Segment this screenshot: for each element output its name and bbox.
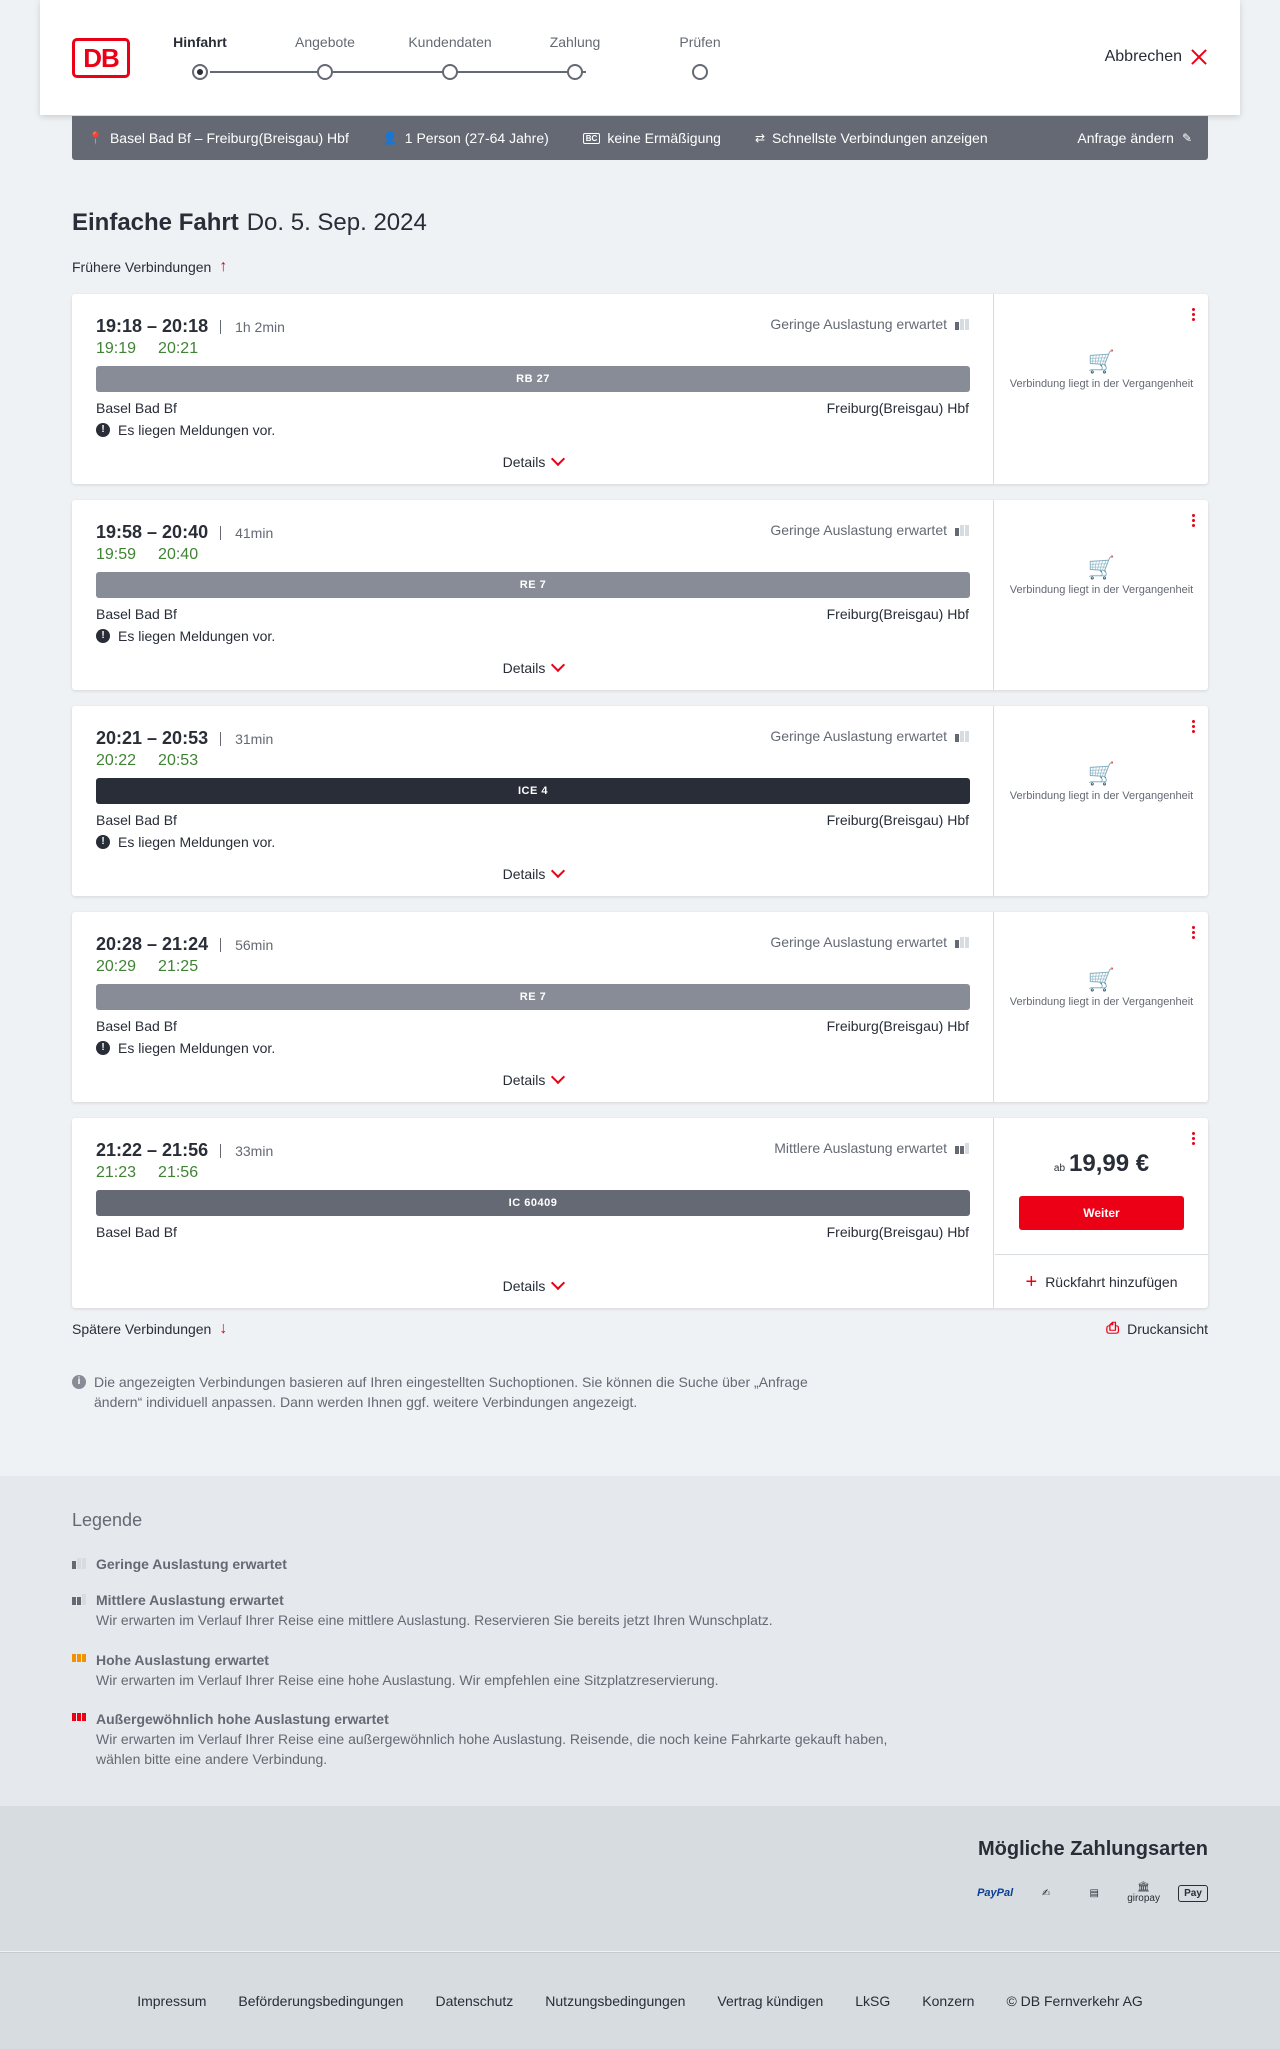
db-logo[interactable]: DB	[72, 38, 130, 78]
cart-unavailable-icon: 🛒	[1087, 967, 1116, 992]
from-station: Basel Bad Bf	[96, 812, 177, 828]
occupancy-low-icon	[72, 1558, 86, 1569]
more-options-icon[interactable]	[1192, 308, 1196, 321]
legend-item-medium: Mittlere Auslastung erwartet Wir erwarten im Verlauf Ihrer Reise eine mittlere Auslastung. Reservieren Sie bereits jetzt Ihren Wunschplatz.	[72, 1590, 892, 1630]
from-station: Basel Bad Bf	[96, 606, 177, 622]
footer-link-datenschutz[interactable]: Datenschutz	[435, 1993, 514, 2009]
to-station: Freiburg(Breisgau) Hbf	[826, 1018, 969, 1034]
more-options-icon[interactable]	[1192, 926, 1196, 939]
step-angebote: Angebote	[275, 34, 375, 80]
offer-panel	[995, 1118, 1208, 1308]
footer-link-impressum[interactable]: Impressum	[137, 1993, 207, 2009]
payment-methods-section	[0, 1806, 1280, 1951]
continue-button[interactable]: Weiter	[1019, 1196, 1184, 1230]
giropay-logo: 🏛 giropay	[1127, 1882, 1160, 1904]
train-bar[interactable]: RE 7	[96, 572, 970, 598]
payment-title: Mögliche Zahlungsarten	[977, 1838, 1208, 1860]
load-indicator: Geringe Auslastung erwartet	[770, 316, 969, 332]
message-notice: ! Es liegen Meldungen vor.	[96, 834, 275, 850]
occupancy-low-icon	[955, 319, 969, 330]
passenger-summary: 👤 1 Person (27-64 Jahre)	[382, 130, 549, 146]
step-hinfahrt: Hinfahrt	[150, 34, 250, 80]
train-bar[interactable]: ICE 4	[96, 778, 970, 804]
arrow-up-icon: ↑	[219, 258, 228, 275]
load-indicator: Mittlere Auslastung erwartet	[774, 1140, 969, 1156]
details-toggle[interactable]: Details	[72, 1278, 994, 1294]
to-station: Freiburg(Breisgau) Hbf	[826, 606, 969, 622]
connection-main	[72, 294, 994, 484]
legend-item-low: Geringe Auslastung erwartet	[72, 1554, 892, 1574]
connection-times: 19:18 – 20:18 1h 2min	[96, 316, 285, 336]
swap-icon: ⇄	[754, 131, 766, 145]
connection-times: 19:58 – 20:40 41min	[96, 522, 274, 542]
connection-card	[72, 294, 1208, 484]
chevron-down-icon	[551, 452, 565, 466]
printer-icon: ⎙	[1106, 1320, 1120, 1337]
occupancy-medium-icon	[955, 1143, 969, 1154]
footer-link-nutzungsbedingungen[interactable]: Nutzungsbedingungen	[545, 1993, 686, 2009]
footer-link-konzern[interactable]: Konzern	[922, 1993, 975, 2009]
step-kundendaten: Kundendaten	[400, 34, 500, 80]
plus-icon: +	[1025, 1270, 1038, 1293]
exclamation-icon: !	[96, 835, 110, 849]
more-options-icon[interactable]	[1192, 720, 1196, 733]
to-station: Freiburg(Breisgau) Hbf	[826, 400, 969, 416]
train-bar[interactable]: RE 7	[96, 984, 970, 1010]
more-options-icon[interactable]	[1192, 514, 1196, 527]
offer-panel	[995, 912, 1208, 1102]
search-info-note: i Die angezeigten Verbindungen basieren auf Ihren eingestellten Suchoptionen. Sie können die Suche über „Anfrage ändern“ individuell anpassen. Dann werden Ihnen ggf. weitere Verbindungen angezeigt.	[72, 1372, 852, 1412]
connection-main	[72, 706, 994, 896]
chevron-down-icon	[551, 864, 565, 878]
more-options-icon[interactable]	[1192, 1132, 1196, 1145]
occupancy-low-icon	[955, 525, 969, 536]
step-dot-icon	[192, 64, 208, 80]
realtime-times: 20:22 20:53	[96, 752, 199, 769]
to-station: Freiburg(Breisgau) Hbf	[826, 812, 969, 828]
connection-card	[72, 1118, 1208, 1308]
route-summary: 📍 Basel Bad Bf – Freiburg(Breisgau) Hbf	[88, 130, 349, 146]
footer-link-befoerderungsbedingungen[interactable]: Beförderungsbedingungen	[238, 1993, 404, 2009]
payment-logos	[977, 1882, 1208, 1904]
header	[40, 0, 1240, 115]
progress-stepper	[170, 34, 730, 84]
step-dot-icon	[442, 64, 458, 80]
train-bar[interactable]: RB 27	[96, 366, 970, 392]
occupancy-high-icon	[72, 1654, 86, 1662]
realtime-times: 19:19 20:21	[96, 340, 199, 357]
connection-times: 20:28 – 21:24 56min	[96, 934, 274, 954]
earlier-connections-link[interactable]: Frühere Verbindungen ↑	[72, 258, 228, 275]
arrow-down-icon: ↓	[219, 1320, 228, 1337]
offer-panel	[995, 294, 1208, 484]
past-connection-notice: 🛒 Verbindung liegt in der Vergangenheit	[995, 354, 1208, 392]
sepa-icon: ▤	[1089, 1887, 1099, 1899]
step-pruefen: Prüfen	[650, 34, 750, 80]
step-dot-icon	[692, 64, 708, 80]
cart-unavailable-icon: 🛒	[1087, 761, 1116, 786]
paypal-logo: PayPal	[977, 1887, 1014, 1899]
exclamation-icon: !	[96, 629, 110, 643]
cart-unavailable-icon: 🛒	[1087, 349, 1116, 374]
search-summary-bar	[72, 116, 1208, 160]
discount-summary: BC keine Ermäßigung	[583, 130, 721, 146]
close-icon	[1190, 48, 1208, 66]
step-dot-icon	[317, 64, 333, 80]
apple-pay-logo: Pay	[1178, 1885, 1208, 1902]
details-toggle[interactable]: Details	[72, 660, 994, 676]
person-icon: 👤	[382, 131, 398, 145]
footer	[0, 1952, 1280, 2049]
connection-card	[72, 912, 1208, 1102]
legend-title: Legende	[72, 1510, 143, 1530]
step-dot-icon	[567, 64, 583, 80]
message-notice: ! Es liegen Meldungen vor.	[96, 628, 275, 644]
footer-copyright: © DB Fernverkehr AG	[1006, 1993, 1143, 2009]
past-connection-notice: 🛒 Verbindung liegt in der Vergangenheit	[995, 560, 1208, 598]
from-station: Basel Bad Bf	[96, 1018, 177, 1034]
pencil-icon: ✎	[1181, 131, 1192, 145]
from-station: Basel Bad Bf	[96, 1224, 177, 1240]
location-pin-icon: 📍	[88, 131, 103, 145]
realtime-times: 19:59 20:40	[96, 546, 199, 563]
connection-card	[72, 706, 1208, 896]
later-connections-link[interactable]: Spätere Verbindungen ↓	[72, 1320, 228, 1337]
exclamation-icon: !	[96, 1041, 110, 1055]
realtime-times: 21:23 21:56	[96, 1164, 199, 1181]
details-toggle[interactable]: Details	[72, 866, 994, 882]
legend-section	[0, 1476, 1280, 1806]
connection-times: 21:22 – 21:56 33min	[96, 1140, 274, 1160]
page-title: Einfache Fahrt Do. 5. Sep. 2024	[72, 209, 427, 236]
chevron-down-icon	[551, 1070, 565, 1084]
cart-unavailable-icon: 🛒	[1087, 555, 1116, 580]
from-station: Basel Bad Bf	[96, 400, 177, 416]
legend-item-high: Hohe Auslastung erwartet Wir erwarten im Verlauf Ihrer Reise eine hohe Auslastung. Wir empfehlen eine Sitzplatzreservierung.	[72, 1650, 892, 1690]
train-bar[interactable]: IC 60409	[96, 1190, 970, 1216]
info-icon: i	[72, 1375, 86, 1389]
occupancy-low-icon	[955, 731, 969, 742]
connection-times: 20:21 – 20:53 31min	[96, 728, 274, 748]
print-view-link[interactable]: ⎙ Druckansicht	[1106, 1320, 1208, 1337]
details-toggle[interactable]: Details	[72, 454, 994, 470]
occupancy-low-icon	[955, 937, 969, 948]
chevron-down-icon	[551, 1276, 565, 1290]
exclamation-icon: !	[96, 423, 110, 437]
footer-link-vertrag-kuendigen[interactable]: Vertrag kündigen	[717, 1993, 824, 2009]
load-indicator: Geringe Auslastung erwartet	[770, 934, 969, 950]
connection-main	[72, 912, 994, 1102]
to-station: Freiburg(Breisgau) Hbf	[826, 1224, 969, 1240]
connection-card	[72, 500, 1208, 690]
add-return-trip-button[interactable]: + Rückfahrt hinzufügen	[995, 1254, 1208, 1308]
price: ab 19,99 €	[1053, 1150, 1150, 1177]
past-connection-notice: 🛒 Verbindung liegt in der Vergangenheit	[995, 972, 1208, 1010]
message-notice: ! Es liegen Meldungen vor.	[96, 1040, 275, 1056]
bahncard-icon: BC	[583, 133, 601, 144]
footer-link-lksg[interactable]: LkSG	[855, 1993, 891, 2009]
step-zahlung: Zahlung	[525, 34, 625, 80]
direct-debit-icon: ✍	[1041, 1887, 1051, 1899]
past-connection-notice: 🛒 Verbindung liegt in der Vergangenheit	[995, 766, 1208, 804]
connection-main	[72, 500, 994, 690]
load-indicator: Geringe Auslastung erwartet	[770, 728, 969, 744]
chevron-down-icon	[551, 658, 565, 672]
fastest-connections-option: ⇄ Schnellste Verbindungen anzeigen	[754, 130, 988, 146]
message-notice: ! Es liegen Meldungen vor.	[96, 422, 275, 438]
cancel-button[interactable]: Abbrechen	[1105, 48, 1208, 66]
details-toggle[interactable]: Details	[72, 1072, 994, 1088]
occupancy-very-high-icon	[72, 1713, 86, 1721]
legend-item-very-high: Außergewöhnlich hohe Auslastung erwartet Wir erwarten im Verlauf Ihrer Reise eine außergewöhnlich hohe Auslastung. Reisende, die noch keine Fahrkarte gekauft haben, wählen bitte eine andere Verbindung.	[72, 1709, 892, 1769]
load-indicator: Geringe Auslastung erwartet	[770, 522, 969, 538]
connection-main	[72, 1118, 994, 1308]
occupancy-medium-icon	[72, 1594, 86, 1605]
offer-panel	[995, 706, 1208, 896]
offer-panel	[995, 500, 1208, 690]
realtime-times: 20:29 21:25	[96, 958, 199, 975]
change-request-button[interactable]: Anfrage ändern ✎	[1077, 130, 1192, 146]
